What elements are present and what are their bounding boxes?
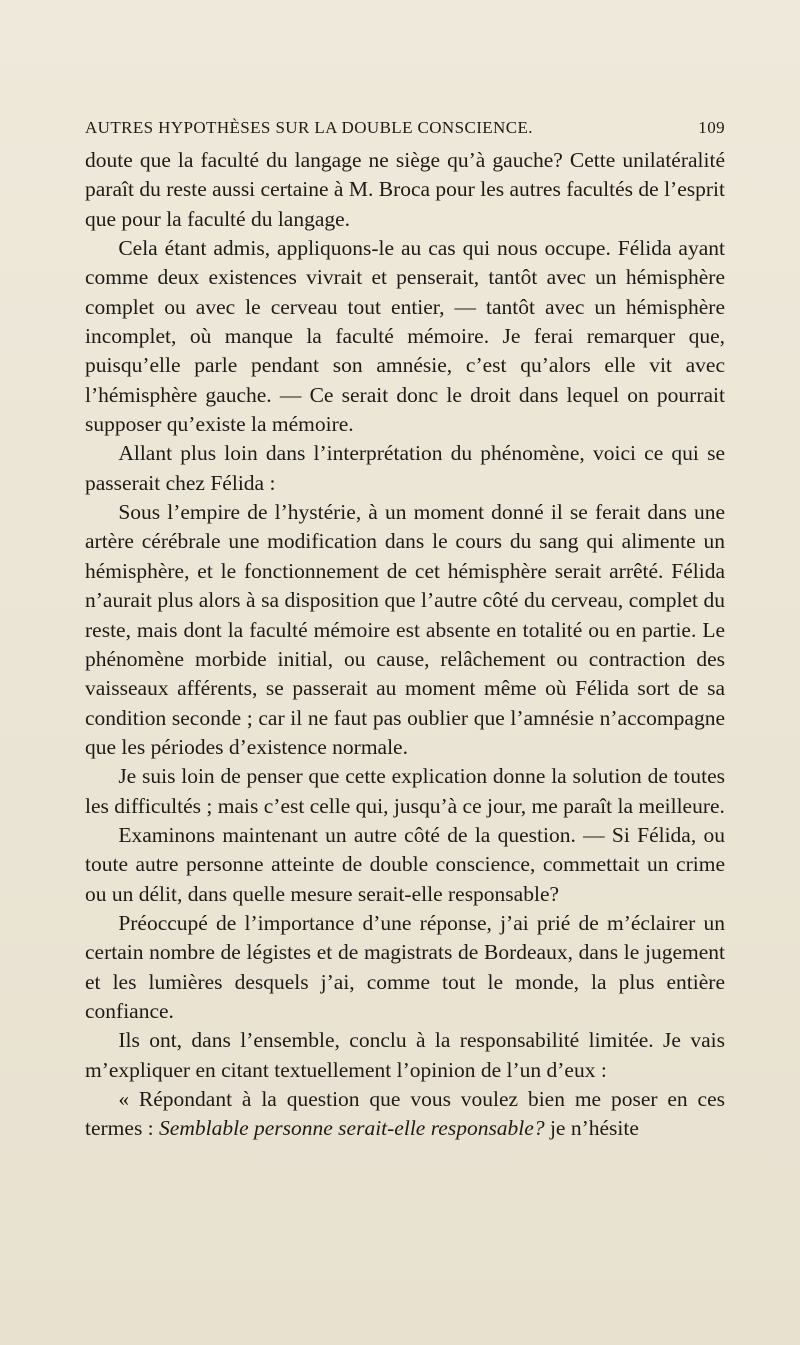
paragraph-2: Cela étant admis, appliquons-le au cas qui nous occupe. Félida ayant comme deux existences vivrait et penserait, tantôt avec un hémisphère complet ou avec le cerveau tout entier, — tantôt avec un hémisphère incomplet, où manque la faculté mémoire. Je ferai remarquer que, puisqu’elle parle pendant son amnésie, c’est qu’alors elle vit avec l’hémisphère gauche. — Ce serait donc le droit dans lequel on pourrait supposer qu’existe la mémoire.	[85, 236, 725, 437]
body-text	[85, 146, 725, 1144]
quote-lead: « Répondant à la question que vous voulez bien me poser en ces termes :	[85, 1087, 725, 1141]
running-header	[85, 118, 725, 142]
paragraph-9	[85, 1085, 725, 1144]
paragraph-8: Ils ont, dans l’ensemble, conclu à la responsabilité limitée. Je vais m’expliquer en citant textuellement l’opinion de l’un d’eux :	[85, 1028, 725, 1082]
paragraph-5: Je suis loin de penser que cette explication donne la solution de toutes les difficultés ; mais c’est celle qui, jusqu’à ce jour, me paraît la meilleure.	[85, 764, 725, 818]
paragraph-6: Examinons maintenant un autre côté de la question. — Si Félida, ou toute autre personne atteinte de double conscience, commettait un crime ou un délit, dans quelle mesure serait-elle responsable?	[85, 822, 725, 906]
paragraph-1: doute que la faculté du langage ne siège qu’à gauche? Cette unilatéralité paraît du reste aussi certaine à M. Broca pour les autres facultés de l’esprit que pour la faculté du langage.	[85, 148, 725, 231]
quote-tail: je n’hésite	[544, 1116, 639, 1141]
paragraph-7: Préoccupé de l’importance d’une réponse, j’ai prié de m’éclairer un certain nombre de légistes et de magistrats de Bordeaux, dans le jugement et les lumières desquels j’ai, comme tout le monde, la plus entière confiance.	[85, 910, 725, 1023]
paragraph-3: Allant plus loin dans l’interprétation du phénomène, voici ce qui se passerait chez Félida :	[85, 441, 725, 495]
running-title: AUTRES HYPOTHÈSES SUR LA DOUBLE CONSCIENCE.	[85, 118, 533, 137]
quoted-question: Semblable personne serait-elle responsable?	[159, 1116, 545, 1141]
page-number: 109	[698, 118, 725, 137]
paragraph-4: Sous l’empire de l’hystérie, à un moment donné il se ferait dans une artère cérébrale une modification dans le cours du sang qui alimente un hémisphère, et le fonctionnement de cet hémisphère serait arrêté. Félida n’aurait plus alors à sa disposition que l’autre côté du cerveau, complet du reste, mais dont la faculté mémoire est absente en totalité ou en partie. Le phénomène morbide initial, ou cause, relâchement ou contraction des vaisseaux afférents, se passerait au moment même où Félida sort de sa condition seconde ; car il ne faut pas oublier que l’amnésie n’accompagne que les périodes d’existence normale.	[85, 500, 725, 759]
